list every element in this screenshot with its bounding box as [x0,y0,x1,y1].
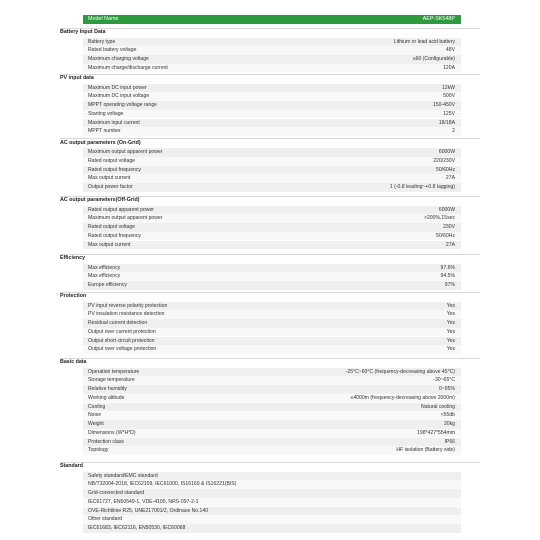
spec-row [83,319,461,328]
spec-value: 6000W [438,206,455,213]
spec-value: Natural cooling [421,403,455,410]
spec-label: Residual current detection [88,320,148,326]
spec-label: Other standard [88,516,122,523]
spec-label: Noise [88,412,102,419]
spec-label: Europe efficiency [88,282,127,288]
spec-value: 1 (-0.8 leading~+0.8 lagging) [389,184,455,190]
spec-row [83,489,461,498]
spec-value: 0~95% [438,386,455,392]
spec-row [83,302,461,311]
spec-label: Operation temperature [88,368,140,375]
spec-value: 48V [445,47,455,54]
spec-row [83,46,461,55]
section-title: Standard [60,463,83,469]
spec-label: Cooling [88,403,106,410]
spec-row [83,345,461,354]
spec-row [83,376,461,385]
section-title: Battery Input Data [60,29,106,35]
spec-label: Rated output voltage [88,157,136,164]
spec-row [83,429,461,438]
spec-label: PV input reverse polarity protection [88,302,168,309]
model-name-value: AEP-SK548P [422,16,455,22]
spec-label: Dimensions (W*H*D) [88,429,136,436]
spec-label: Rated output frequency [88,166,141,173]
spec-value: 27A [445,241,455,248]
spec-value: Yes [446,320,455,326]
spec-value: 220/230V [433,157,455,164]
spec-label: Battery type [88,38,116,45]
spec-label: Rated output frequency [88,232,141,239]
spec-row [83,264,461,273]
spec-row [83,241,461,250]
spec-value: -25°C~60°C (frequency-decreasing above 45°C) [345,368,455,375]
spec-label: Max efficiency [88,264,121,271]
spec-value: 12kW [441,84,455,91]
spec-label: Max output current [88,175,131,182]
spec-row [83,524,461,533]
spec-label: NB/T32004-2018, IEC62109, IEC61000, IS16169 & IS16221(BIS) [88,481,237,488]
spec-row [83,232,461,241]
spec-value: 27A [445,175,455,182]
spec-row [83,174,461,183]
spec-value: 97% [444,282,455,288]
spec-row [83,206,461,215]
spec-value: IP66 [444,438,455,445]
spec-row [83,446,461,455]
spec-row [83,337,461,346]
spec-value: HF isolation (Battery side) [396,447,455,454]
spec-value: Yes [446,328,455,335]
spec-row [83,183,461,192]
model-name-label: Model Name [88,16,119,22]
spec-value: ≤60 (Configurable) [412,56,455,62]
spec-row [83,223,461,232]
spec-label: MPPT number [88,128,121,135]
spec-label: Topology [88,447,109,454]
spec-row [83,64,461,73]
spec-label: OVE-Richtlinie R25, UNE217001/2, Ordinace No.140 [88,507,209,514]
spec-row [83,438,461,447]
spec-row [83,110,461,119]
spec-value: Lithium or lead acid battery [393,38,455,45]
spec-row [83,368,461,377]
spec-value: 125V [443,110,455,117]
spec-row [83,472,461,481]
spec-label: Storage temperature [88,377,135,384]
spec-label: Maximum charge/discharge current [88,64,168,71]
spec-label: Rated output apparent power [88,206,154,213]
spec-label: MPPT operating voltage range [88,102,157,108]
spec-row [83,166,461,175]
spec-label: IEC61727, EN50549-1, VDE-4105, NRS-097-2-1 [88,498,199,505]
spec-label: Max output current [88,241,131,248]
spec-value: 150-450V [432,102,455,108]
section-title: PV input data [60,75,94,81]
spec-value: Yes [446,311,455,318]
spec-value: 50/60Hz [436,232,455,239]
spec-label: Starting voltage [88,110,124,117]
spec-label: Rated battery voltage [88,47,137,54]
spec-row [83,84,461,93]
spec-label: PV insulation resistance detection [88,311,165,318]
spec-value: 20kg [443,421,455,427]
spec-label: Maximum input current [88,119,140,126]
spec-row [83,148,461,157]
section-title: Basic data [60,359,87,365]
spec-label: Weight [88,421,104,427]
spec-value: 18/18A [438,119,455,126]
spec-row [83,272,461,281]
spec-label: Output over current protection [88,328,156,335]
spec-row [83,498,461,507]
section-title: Efficiency [60,255,86,261]
spec-row [83,127,461,136]
spec-label: Working altitude [88,394,125,401]
spec-value: Yes [446,337,455,344]
spec-value: -30~65°C [433,377,455,384]
spec-label: Grid-connected standard [88,490,145,496]
spec-row [83,515,461,524]
spec-value: Yes [446,346,455,353]
spec-row [83,507,461,516]
spec-row [83,420,461,429]
spec-value: 50/60Hz [436,166,455,173]
spec-label: IEC61683, IEC62116, EN50530, IEC60068 [88,525,186,531]
spec-row [83,92,461,101]
spec-label: Max efficiency [88,273,121,280]
spec-value: <55db [440,412,455,419]
spec-row [83,310,461,319]
model-name-header [83,15,461,24]
spec-label: Rated output voltage [88,224,136,230]
spec-label: Maximum output apparent power [88,149,163,155]
spec-label: Maximum output apparent power [88,215,163,222]
spec-value: >200%,15sec [423,215,455,222]
spec-row [83,480,461,489]
spec-value: 120A [443,64,455,71]
spec-row [83,55,461,64]
spec-value: 6000W [438,149,455,155]
spec-value: 97.6% [440,264,455,271]
spec-row [83,385,461,394]
spec-value: 500V [443,93,455,100]
spec-value: ≤4000m (frequency-decreasing above 2000m) [350,394,455,401]
spec-label: Output over voltage protection [88,346,157,353]
spec-row [83,411,461,420]
spec-row [83,394,461,403]
spec-label: Output power factor [88,184,133,190]
spec-row [83,281,461,290]
spec-row [83,214,461,223]
spec-value: 198*427*554mm [417,429,455,436]
spec-label: Relative humidity [88,386,127,392]
section-title: Protection [60,293,87,299]
spec-label: Maximum charging voltage [88,56,149,62]
section-title: AC output parameters (On-Grid) [60,139,141,146]
spec-label: Protection class [88,438,124,445]
spec-row [83,101,461,110]
spec-label: Maximum DC input voltage [88,93,150,100]
spec-row [83,38,461,47]
spec-label: Output short circuit protection [88,337,155,344]
spec-row [83,403,461,412]
spec-row [83,328,461,337]
spec-value: 2 [452,128,455,135]
spec-label: Maximum DC input power [88,84,147,91]
spec-value: 230V [443,224,455,230]
section-title: AC output parameters(Off-Grid) [60,197,140,203]
spec-row [83,157,461,166]
spec-row [83,119,461,128]
spec-value: Yes [446,302,455,309]
spec-label: Safety standard/EMC standard [88,472,158,479]
spec-value: 94.5% [440,273,455,280]
